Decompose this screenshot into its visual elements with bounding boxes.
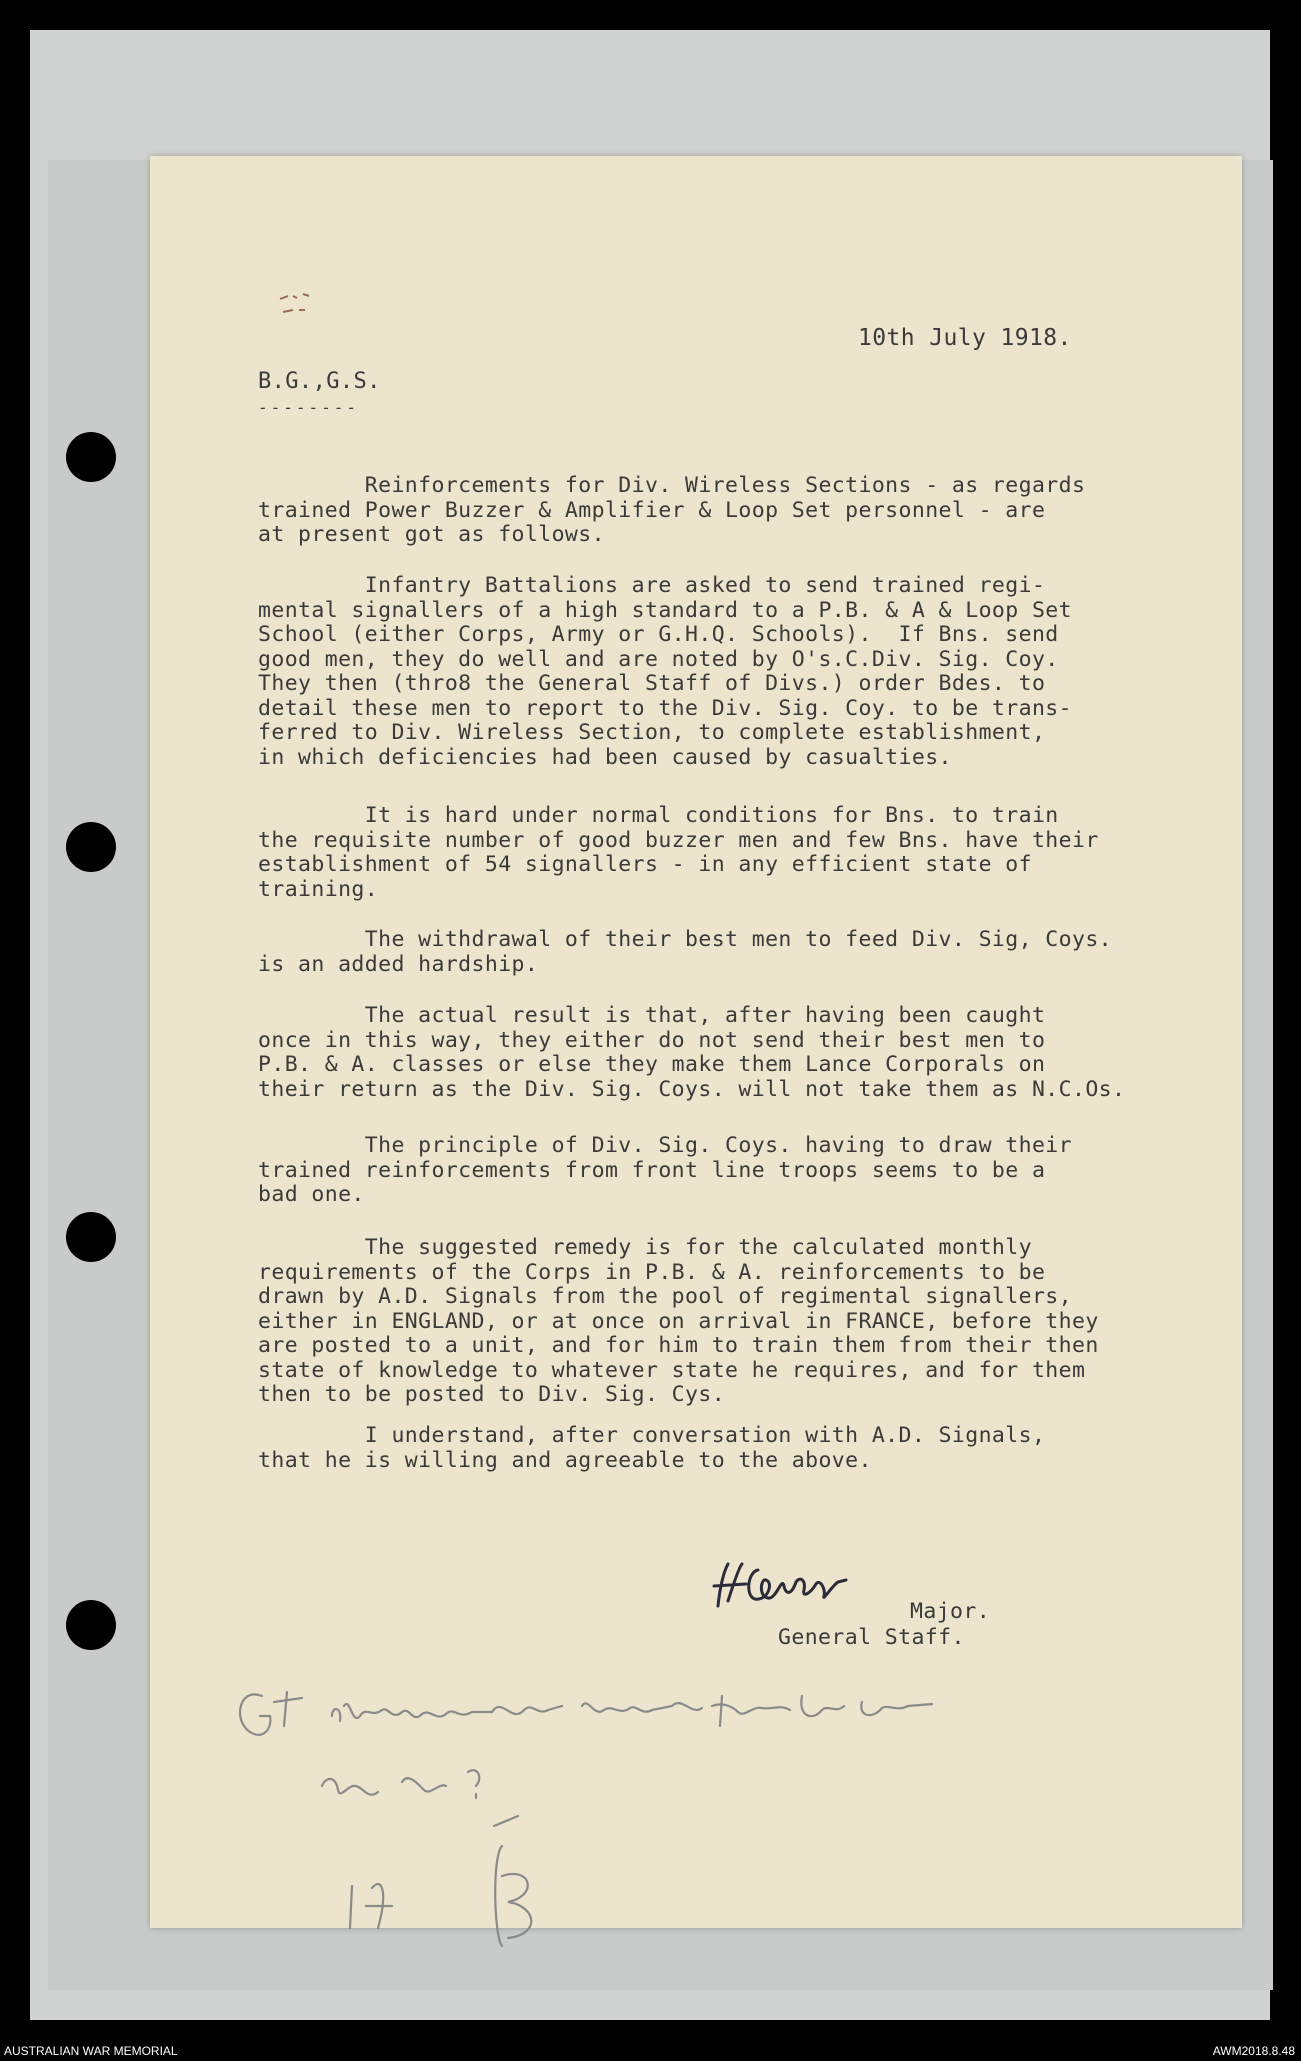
- body-line: establishment of 54 signallers - in any efficient state of: [258, 852, 1032, 877]
- footer-bar: [0, 2041, 1301, 2061]
- body-line: their return as the Div. Sig. Coys. will not take them as N.C.Os.: [258, 1076, 1126, 1102]
- body-line: requirements of the Corps in P.B. & A. reinforcements to be: [258, 1259, 1046, 1285]
- body-line: trained reinforcements from front line troops seems to be a: [258, 1157, 1046, 1183]
- body-line: either in ENGLAND, or at once on arrival in FRANCE, before they: [258, 1308, 1099, 1334]
- punch-hole: [66, 822, 116, 872]
- body-line: state of knowledge to whatever state he requires, and for them: [258, 1357, 1086, 1383]
- body-line: that he is willing and agreeable to the above.: [258, 1447, 872, 1473]
- body-line: good men, they do well and are noted by O's.C.Div. Sig. Coy.: [258, 646, 1059, 672]
- body-line: mental signallers of a high standard to a P.B. & A & Loop Set: [258, 597, 1072, 623]
- body-line: The withdrawal of their best men to feed Div. Sig, Coys.: [258, 927, 1113, 952]
- archive-credit: AUSTRALIAN WAR MEMORIAL: [4, 2044, 178, 2058]
- body-line: Infantry Battalions are asked to send trained regi-: [258, 573, 1046, 598]
- body-line: The suggested remedy is for the calculated monthly: [258, 1235, 1032, 1260]
- body-line: then to be posted to Div. Sig. Cys.: [258, 1382, 726, 1407]
- body-line: is an added hardship.: [258, 951, 539, 977]
- punch-hole: [66, 1212, 116, 1262]
- body-line: They then (thro8 the General Staff of Divs.) order Bdes. to: [258, 671, 1046, 696]
- letter-date: 10th July 1918.: [858, 325, 1072, 351]
- handwritten-note-icon: [232, 1666, 1132, 1966]
- body-line: Reinforcements for Div. Wireless Sections - as regards: [258, 473, 1086, 498]
- signature-title: General Staff.: [778, 1625, 965, 1650]
- signature-icon: [706, 1546, 906, 1626]
- body-line: the requisite number of good buzzer men and few Bns. have their: [258, 827, 1099, 853]
- body-line: training.: [258, 876, 379, 902]
- body-line: The principle of Div. Sig. Coys. having to draw their: [258, 1133, 1072, 1158]
- body-line: in which deficiencies had been caused by casualties.: [258, 744, 952, 770]
- body-line: It is hard under normal conditions for Bns. to train: [258, 803, 1059, 828]
- body-line: drawn by A.D. Signals from the pool of regimental signallers,: [258, 1284, 1072, 1309]
- body-line: I understand, after conversation with A.D. Signals,: [258, 1423, 1046, 1448]
- underline-rule: --------: [258, 398, 360, 417]
- signature-rank: Major.: [910, 1599, 991, 1624]
- pencil-mark-icon: [275, 284, 335, 324]
- body-line: bad one.: [258, 1182, 365, 1207]
- body-line: The actual result is that, after having been caught: [258, 1003, 1046, 1028]
- body-line: once in this way, they either do not send their best men to: [258, 1027, 1046, 1053]
- body-line: detail these men to report to the Div. Sig. Coy. to be trans-: [258, 695, 1072, 721]
- catalogue-number: AWM2018.8.48: [1212, 2044, 1295, 2058]
- body-line: trained Power Buzzer & Amplifier & Loop Set personnel - are: [258, 497, 1046, 523]
- punch-hole: [66, 432, 116, 482]
- punch-hole: [66, 1600, 116, 1650]
- body-line: at present got as follows.: [258, 522, 605, 547]
- body-line: are posted to a unit, and for him to train them from their then: [258, 1333, 1099, 1358]
- addressee: B.G.,G.S.: [258, 369, 381, 394]
- body-line: P.B. & A. classes or else they make them Lance Corporals on: [258, 1052, 1046, 1077]
- letter-page: [150, 156, 1242, 1928]
- body-line: ferred to Div. Wireless Section, to complete establishment,: [258, 720, 1046, 745]
- body-line: School (either Corps, Army or G.H.Q. Schools). If Bns. send: [258, 622, 1059, 647]
